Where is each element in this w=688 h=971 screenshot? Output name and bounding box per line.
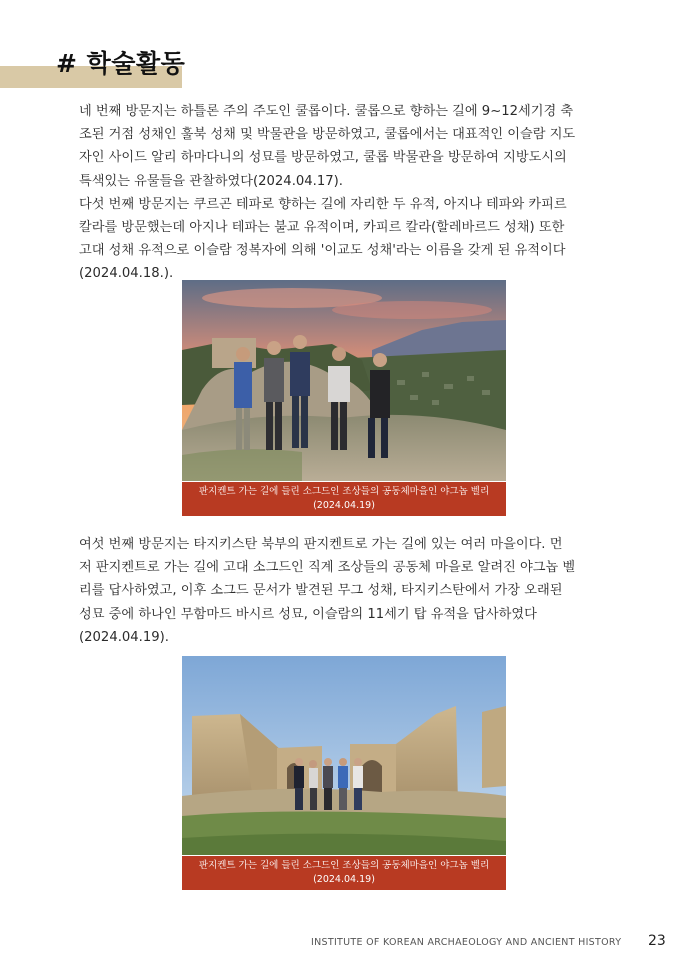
text-line: 저 판지켄트로 가는 길에 고대 소그드인 직계 조상들의 공동체 마을로 알려진 야그놉 벨: [79, 560, 576, 576]
text-line: (2024.04.18.).: [79, 266, 174, 282]
footer-institute: INSTITUTE OF KOREAN ARCHAEOLOGY AND ANCIENT HISTORY: [311, 937, 622, 948]
photo-group-sunset-image: [182, 280, 506, 481]
section-heading: # 학술활동: [56, 49, 186, 78]
text-line: 특색있는 유물들을 관찰하였다(2024.04.17).: [79, 173, 343, 189]
text-line: 칼라를 방문했는데 아지나 테파는 불교 유적이며, 카피르 칼라(할레바르드 성채) 또한: [79, 220, 565, 236]
text-line: 고대 성채 유적으로 이슬람 정복자에 의해 '이교도 성채'라는 이름을 갖게 된 유적이다: [79, 243, 566, 259]
text-line: 리를 답사하였고, 이후 소그드 문서가 발견된 무그 성채, 타지키스탄에서 가장 오래된: [79, 583, 563, 599]
text-line: 네 번째 방문지는 하틀론 주의 주도인 쿨롭이다. 쿨롭으로 향하는 길에 9~12세기경 축: [79, 104, 574, 119]
caption-date: (2024.04.19): [313, 500, 375, 511]
caption-line: 판지켄트 가는 길에 들린 소그드인 조상들의 공동체마을인 야그놉 벨리: [198, 486, 490, 497]
photo-caption: [182, 856, 506, 890]
text-line: 다섯 번째 방문지는 쿠르곤 테파로 향하는 길에 자리한 두 유적, 아지나 테파와 카피르: [79, 196, 567, 212]
paragraph-first: [79, 100, 612, 286]
text-line: 성묘 중에 하나인 무함마드 바시르 성묘, 이슬람의 11세기 탑 유적을 답사하였다: [79, 606, 537, 622]
caption-line: 판지켄트 가는 길에 들린 소그드인 조상들의 공동체마을인 야그놉 벨리: [198, 860, 490, 871]
text-line: 조된 거점 성채인 훌북 성채 및 박물관을 방문하였고, 쿨롭에서는 대표적인 이슬람 지도: [79, 127, 576, 143]
paragraph-second: [79, 533, 612, 649]
photo-group-sunset: [182, 280, 506, 481]
text-line: 자인 사이드 알리 하마다니의 성묘를 방문하였고, 쿨롭 박물관을 방문하여 지방도시의: [79, 150, 567, 166]
page-number: 23: [648, 933, 666, 949]
photo-group-ruins: [182, 656, 506, 855]
text-line: 여섯 번째 방문지는 타지키스탄 북부의 판지켄트로 가는 길에 있는 여러 마을이다. 먼: [79, 537, 563, 552]
photo-caption: [182, 482, 506, 516]
caption-date: (2024.04.19): [313, 874, 375, 885]
text-line: (2024.04.19).: [79, 629, 169, 645]
photo-group-ruins-image: [182, 656, 506, 855]
